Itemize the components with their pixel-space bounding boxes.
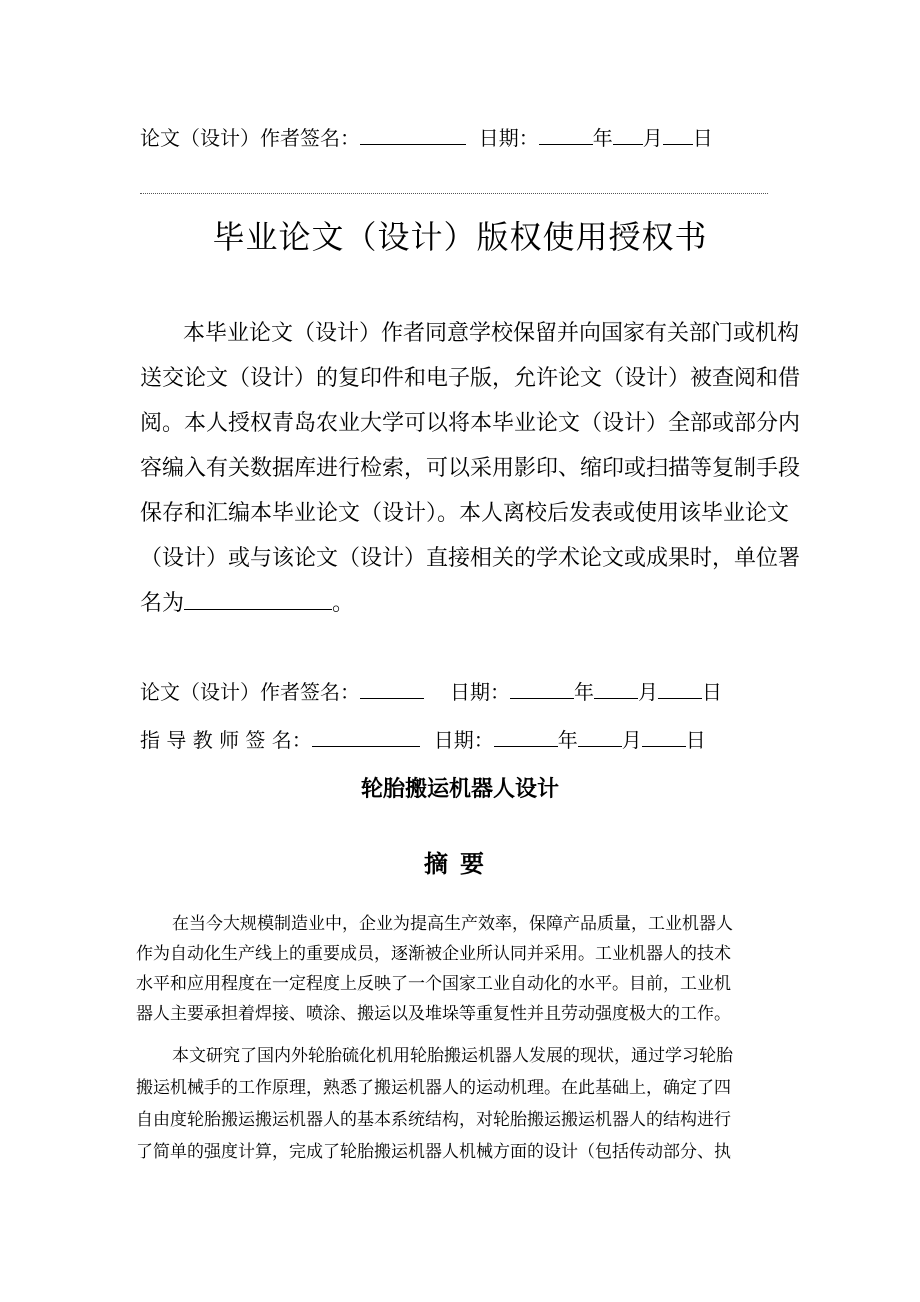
- abstract-line-8: 了简单的强度计算，完成了轮胎搬运机器人机械方面的设计（包括传动部分、执: [136, 1142, 731, 1162]
- teacher-signature-label: 指 导 教 师 签 名：: [140, 728, 312, 752]
- abstract-line-6: 搬运机械手的工作原理，熟悉了搬运机器人的运动机理。在此基础上，确定了四: [136, 1078, 731, 1098]
- copyright-line-2: 送交论文（设计）的复印件和电子版，允许论文（设计）被查阅和借: [140, 366, 801, 391]
- author-signature-blank[interactable]: [360, 124, 466, 145]
- month-label: 月: [642, 126, 663, 150]
- unit-name-prefix: 名为: [140, 591, 185, 616]
- unit-name-blank[interactable]: [184, 589, 332, 610]
- copyright-title: 毕业论文（设计）版权使用授权书: [212, 218, 708, 256]
- day-blank[interactable]: [663, 124, 693, 145]
- abstract-line-1: 在当今大规模制造业中，企业为提高生产效率，保障产品质量，工业机器人: [172, 914, 733, 934]
- teacher-year-blank[interactable]: [494, 726, 558, 747]
- year-blank[interactable]: [539, 124, 593, 145]
- teacher-year-label: 年: [557, 728, 578, 752]
- dotted-divider: [140, 193, 768, 194]
- day-label: 日: [692, 126, 713, 150]
- thesis-title: 轮胎搬运机器人设计: [360, 777, 559, 802]
- author-day-label: 日: [702, 680, 722, 704]
- author-signature-label: 论文（设计）作者签名：: [140, 126, 360, 150]
- year-label: 年: [592, 126, 613, 150]
- abstract-line-2: 作为自动化生产线上的重要成员，逐渐被企业所认同并采用。工业机器人的技术: [136, 944, 731, 964]
- unit-name-suffix: 。: [332, 591, 355, 616]
- abstract-heading: 摘要: [424, 850, 496, 878]
- copyright-line-1: 本毕业论文（设计）作者同意学校保留并向国家有关部门或机构: [183, 321, 800, 346]
- teacher-signature-blank[interactable]: [312, 726, 420, 747]
- author-month-label: 月: [638, 680, 658, 704]
- teacher-day-label: 日: [685, 728, 706, 752]
- author-signature-row: [140, 676, 722, 705]
- author-year-blank[interactable]: [510, 678, 574, 699]
- teacher-signature-row: [140, 724, 706, 753]
- teacher-month-blank[interactable]: [578, 726, 622, 747]
- abstract-line-5: 本文研究了国内外轮胎硫化机用轮胎搬运机器人发展的现状，通过学习轮胎: [172, 1046, 733, 1066]
- author-signature-blank[interactable]: [360, 678, 424, 699]
- date-label: 日期：: [478, 126, 539, 150]
- abstract-line-7: 自由度轮胎搬运搬运机器人的基本系统结构，对轮胎搬运搬运机器人的结构进行: [136, 1110, 731, 1130]
- author-day-blank[interactable]: [658, 678, 702, 699]
- abstract-line-4: 器人主要承担着焊接、喷涂、搬运以及堆垛等重复性并且劳动强度极大的工作。: [136, 1004, 731, 1024]
- copyright-line-6: （设计）或与该论文（设计）直接相关的学术论文或成果时，单位署: [140, 546, 801, 571]
- author-year-label: 年: [574, 680, 594, 704]
- copyright-line-5: 保存和汇编本毕业论文（设计）。本人离校后发表或使用该毕业论文: [140, 501, 790, 526]
- author-signature-label: 论文（设计）作者签名：: [140, 680, 360, 704]
- abstract-line-3: 水平和应用程度在一定程度上反映了一个国家工业自动化的水平。目前，工业机: [136, 974, 731, 994]
- teacher-day-blank[interactable]: [642, 726, 686, 747]
- copyright-line-4: 容编入有关数据库进行检索，可以采用影印、缩印或扫描等复制手段: [140, 456, 801, 481]
- copyright-line-3: 阅。本人授权青岛农业大学可以将本毕业论文（设计）全部或部分内: [140, 411, 801, 436]
- copyright-line-7: [140, 586, 354, 617]
- author-month-blank[interactable]: [594, 678, 638, 699]
- top-signature-row: [140, 122, 713, 151]
- author-date-label: 日期：: [450, 680, 510, 704]
- teacher-month-label: 月: [621, 728, 642, 752]
- month-blank[interactable]: [613, 124, 643, 145]
- teacher-date-label: 日期：: [433, 728, 494, 752]
